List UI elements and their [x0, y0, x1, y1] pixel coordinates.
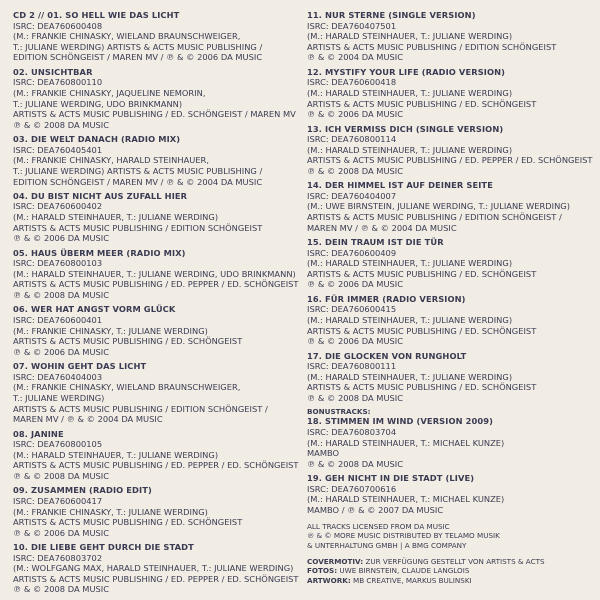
track-detail-line: ARTISTS & ACTS MUSIC PUBLISHING / ED. SCHÖNGEIST — [307, 268, 537, 279]
track-entry — [307, 237, 592, 290]
track-detail-line: ISRC: DEA760800110 — [13, 77, 103, 88]
track-detail-line: ISRC: DEA760803704 — [307, 426, 397, 437]
track-detail-line: ℗ & © 2008 DA MUSIC — [13, 290, 110, 301]
track-title: 12. MYSTIFY YOUR LIFE (RADIO VERSION) — [307, 66, 506, 77]
track-entry — [307, 294, 592, 347]
track-detail-line: (M.: UWE BIRNSTEIN, JULIANE WERDING, T.: JULIANE WERDING) — [307, 201, 570, 212]
track-detail-line: ℗ & © 2008 DA MUSIC — [307, 392, 404, 403]
track-detail-line: T.: JULIANE WERDING) ARTISTS & ACTS MUSIC PUBLISHING / — [13, 165, 263, 176]
credit-line — [307, 566, 592, 576]
track-detail-line: ARTISTS & ACTS MUSIC PUBLISHING / ED. SCHÖNGEIST — [307, 382, 537, 393]
track-detail-line: ARTISTS & ACTS MUSIC PUBLISHING / ED. SCHÖNGEIST — [13, 517, 243, 528]
track-detail-line: ISRC: DEA760600402 — [13, 201, 103, 212]
track-detail-line: ℗ & © 2006 DA MUSIC — [307, 109, 404, 120]
track-detail-line: (M.: FRANKIE CHINASKY, HARALD STEINHAUER, — [13, 155, 209, 166]
track-detail-line: (M.: FRANKIE CHINASKY, T.: JULIANE WERDING) — [13, 506, 208, 517]
track-detail-line: (M.: HARALD STEINHAUER, T.: MICHAEL KUNZE) — [307, 494, 505, 505]
track-detail-line: ARTISTS & ACTS MUSIC PUBLISHING / EDITION SCHÖNGEIST / — [307, 212, 562, 223]
track-title: CD 2 // 01. SO HELL WIE DAS LICHT — [13, 10, 180, 20]
track-entry — [13, 428, 299, 482]
track-title: 13. ICH VERMISS DICH (SINGLE VERSION) — [307, 123, 504, 134]
track-detail-line: ISRC: DEA760600401 — [13, 315, 103, 326]
track-detail-line: (M.: HARALD STEINHAUER, T.: JULIANE WERDING) — [307, 144, 513, 155]
track-detail-line: ISRC: DEA760800105 — [13, 439, 103, 450]
track-detail-line: (M.: HARALD STEINHAUER, T.: JULIANE WERDING) — [307, 371, 513, 382]
license-note-line: ALL TRACKS LICENSED FROM DA MUSIC — [307, 521, 450, 531]
track-detail-line: MAMBO — [307, 448, 340, 459]
track-detail-line: (M.: FRANKIE CHINASKY, WIELAND BRAUNSCHWEIGER, — [13, 382, 241, 393]
track-title: 14. DER HIMMEL IST AUF DEINER SEITE — [307, 180, 493, 191]
track-detail-line: ℗ & © 2008 DA MUSIC — [13, 584, 110, 595]
track-detail-line: T.: JULIANE WERDING) — [13, 392, 105, 403]
track-detail-line: (M.: HARALD STEINHAUER, T.: JULIANE WERDING) — [13, 212, 219, 223]
license-note-line: ℗ & © MORE MUSIC DISTRIBUTED BY TELAMO MUSIK — [307, 531, 500, 541]
credit-key: FOTOS: — [307, 566, 338, 576]
credit-value: ZUR VERFÜGUNG GESTELLT VON ARTISTS & ACTS — [363, 556, 545, 566]
license-note-line: & UNTERHALTUNG GMBH | A BMG COMPANY — [307, 541, 467, 551]
track-detail-line: ARTISTS & ACTS MUSIC PUBLISHING / ED. PEPPER / ED. SCHÖNGEIST — [307, 155, 593, 166]
track-detail-line: ARTISTS & ACTS MUSIC PUBLISHING / ED. SCHÖNGEIST — [307, 98, 537, 109]
track-entry — [307, 180, 592, 233]
track-detail-line: ISRC: DEA760700616 — [307, 483, 397, 494]
track-title: 08. JANINE — [13, 428, 64, 439]
track-detail-line: T.: JULIANE WERDING) ARTISTS & ACTS MUSIC PUBLISHING / — [13, 41, 263, 52]
track-detail-line: EDITION SCHÖNGEIST / MAREN MV / ℗ & © 2006 DA MUSIC — [13, 52, 263, 63]
track-entry — [13, 66, 296, 131]
credit-key: ARTWORK: — [307, 576, 351, 586]
credit-value: MB CREATIVE, MARKUS BULINSKI — [350, 576, 472, 586]
credit-line — [307, 576, 592, 586]
credit-key: COVERMOTIV: — [307, 556, 364, 566]
track-entry — [13, 191, 293, 244]
track-detail-line: ISRC: DEA760405401 — [13, 144, 103, 155]
track-detail-line: (M.: FRANKIE CHINASKY, T.: JULIANE WERDING) — [13, 325, 208, 336]
track-detail-line: ISRC: DEA760800114 — [307, 134, 397, 145]
track-detail-line: ℗ & © 2008 DA MUSIC — [307, 458, 404, 469]
track-title: 16. FÜR IMMER (RADIO VERSION) — [307, 293, 466, 304]
track-entry — [307, 473, 592, 515]
track-entry — [13, 247, 299, 301]
track-entry — [13, 542, 299, 595]
track-entry — [13, 361, 293, 425]
track-detail-line: ISRC: DEA760600415 — [307, 304, 397, 315]
track-detail-line: EDITION SCHÖNGEIST / MAREN MV / ℗ & © 2004 DA MUSIC — [13, 176, 263, 187]
right-column — [307, 10, 592, 586]
track-title: 04. DU BIST NICHT AUS ZUFALL HIER — [13, 190, 188, 201]
track-detail-line: MAREN MV / ℗ & © 2004 DA MUSIC — [13, 414, 163, 425]
track-detail-line: ℗ & © 2006 DA MUSIC — [13, 346, 110, 357]
track-title: 07. WOHIN GEHT DAS LICHT — [13, 361, 147, 372]
track-detail-line: ARTISTS & ACTS MUSIC PUBLISHING / ED. PEPPER / ED. SCHÖNGEIST — [13, 460, 299, 471]
track-detail-line: ℗ & © 2006 DA MUSIC — [13, 527, 110, 538]
track-title: 17. DIE GLOCKEN VON RUNGHOLT — [307, 350, 467, 361]
track-detail-line: ISRC: DEA760600417 — [13, 495, 103, 506]
track-detail-line: (M.: FRANKIE CHINASKY, JAQUELINE NEMORIN, — [13, 87, 206, 98]
credits-block — [307, 557, 592, 586]
track-detail-line: MAREN MV / ℗ & © 2004 DA MUSIC — [307, 222, 457, 233]
track-title: 11. NUR STERNE (SINGLE VERSION) — [307, 10, 476, 20]
track-detail-line: (M.: HARALD STEINHAUER, T.: JULIANE WERDING) — [13, 449, 219, 460]
track-detail-line: ARTISTS & ACTS MUSIC PUBLISHING / ED. SCHÖNGEIST / MAREN MV — [13, 109, 296, 120]
track-entry — [307, 10, 592, 63]
track-title: 15. DEIN TRAUM IST DIE TÜR — [307, 237, 444, 248]
track-detail-line: ISRC: DEA760800111 — [307, 361, 397, 372]
track-detail-line: (M.: HARALD STEINHAUER, T.: JULIANE WERDING, UDO BRINKMANN) — [13, 268, 296, 279]
track-title: 19. GEH NICHT IN DIE STADT (LIVE) — [307, 473, 475, 484]
track-detail-line: ARTISTS & ACTS MUSIC PUBLISHING / ED. SCHÖNGEIST — [307, 325, 537, 336]
track-detail-line: MAMBO / ℗ & © 2007 DA MUSIC — [307, 504, 444, 515]
track-detail-line: ℗ & © 2006 DA MUSIC — [307, 336, 404, 347]
track-detail-line: ISRC: DEA760600408 — [13, 20, 103, 31]
track-entry — [13, 304, 293, 357]
track-entry — [13, 10, 293, 63]
track-entry — [307, 416, 592, 469]
track-title: 18. STIMMEN IM WIND (VERSION 2009) — [307, 416, 494, 427]
track-entry — [307, 124, 592, 177]
track-detail-line: ℗ & © 2008 DA MUSIC — [307, 165, 404, 176]
license-notes — [307, 522, 592, 551]
track-detail-line: ISRC: DEA760803702 — [13, 552, 103, 563]
credit-value: UWE BIRNSTEIN, CLAUDE LANGLOIS — [337, 566, 470, 576]
track-detail-line: ARTISTS & ACTS MUSIC PUBLISHING / EDITION SCHÖNGEIST — [13, 222, 263, 233]
track-detail-line: ARTISTS & ACTS MUSIC PUBLISHING / ED. PEPPER / ED. SCHÖNGEIST — [13, 279, 299, 290]
track-detail-line: ARTISTS & ACTS MUSIC PUBLISHING / EDITION SCHÖNGEIST — [307, 41, 557, 52]
track-detail-line: ISRC: DEA760600418 — [307, 77, 397, 88]
track-detail-line: ISRC: DEA760800103 — [13, 258, 103, 269]
right-track-list — [307, 10, 592, 404]
track-detail-line: ℗ & © 2006 DA MUSIC — [13, 233, 110, 244]
track-detail-line: ARTISTS & ACTS MUSIC PUBLISHING / EDITION SCHÖNGEIST / — [13, 403, 268, 414]
track-detail-line: ARTISTS & ACTS MUSIC PUBLISHING / ED. PEPPER / ED. SCHÖNGEIST — [13, 573, 299, 584]
track-title: 02. UNSICHTBAR — [13, 66, 93, 77]
bonus-track-list — [307, 416, 592, 515]
track-detail-line: (M.: HARALD STEINHAUER, T.: JULIANE WERDING) — [307, 315, 513, 326]
bonus-tracks-label: BONUSTRACKS: — [307, 407, 371, 417]
track-detail-line: (M.: HARALD STEINHAUER, T.: MICHAEL KUNZE) — [307, 437, 505, 448]
track-detail-line: (M.: HARALD STEINHAUER, T.: JULIANE WERDING) — [307, 31, 513, 42]
track-title: 05. HAUS ÜBERM MEER (RADIO MIX) — [13, 247, 186, 258]
track-entry — [13, 134, 293, 187]
track-detail-line: ℗ & © 2006 DA MUSIC — [307, 279, 404, 290]
track-title: 03. DIE WELT DANACH (RADIO MIX) — [13, 134, 181, 145]
track-detail-line: (M.: HARALD STEINHAUER, T.: JULIANE WERDING) — [307, 87, 513, 98]
track-detail-line: ISRC: DEA760404007 — [307, 190, 397, 201]
track-entry — [307, 67, 592, 120]
track-detail-line: ISRC: DEA760600409 — [307, 247, 397, 258]
track-detail-line: ℗ & © 2008 DA MUSIC — [13, 119, 110, 130]
track-title: 10. DIE LIEBE GEHT DURCH DIE STADT — [13, 542, 194, 553]
track-detail-line: ℗ & © 2004 DA MUSIC — [307, 52, 404, 63]
track-detail-line: ARTISTS & ACTS MUSIC PUBLISHING / ED. SCHÖNGEIST — [13, 336, 243, 347]
track-detail-line: (M.: HARALD STEINHAUER, T.: JULIANE WERDING) — [307, 258, 513, 269]
track-detail-line: ISRC: DEA760404003 — [13, 371, 103, 382]
track-detail-line: ℗ & © 2008 DA MUSIC — [13, 470, 110, 481]
track-entry — [13, 485, 293, 538]
credit-line — [307, 557, 592, 567]
track-title: 09. ZUSAMMEN (RADIO EDIT) — [13, 485, 152, 496]
track-detail-line: T.: JULIANE WERDING, UDO BRINKMANN) — [13, 98, 183, 109]
track-detail-line: (M.: WOLFGANG MAX, HARALD STEINHAUER, T.: JULIANE WERDING) — [13, 563, 294, 574]
track-detail-line: (M.: FRANKIE CHINASKY, WIELAND BRAUNSCHWEIGER, — [13, 31, 241, 42]
track-detail-line: ISRC: DEA760407501 — [307, 20, 397, 31]
left-column — [13, 10, 299, 599]
track-entry — [307, 351, 592, 404]
track-title: 06. WER HAT ANGST VORM GLÜCK — [13, 304, 176, 315]
